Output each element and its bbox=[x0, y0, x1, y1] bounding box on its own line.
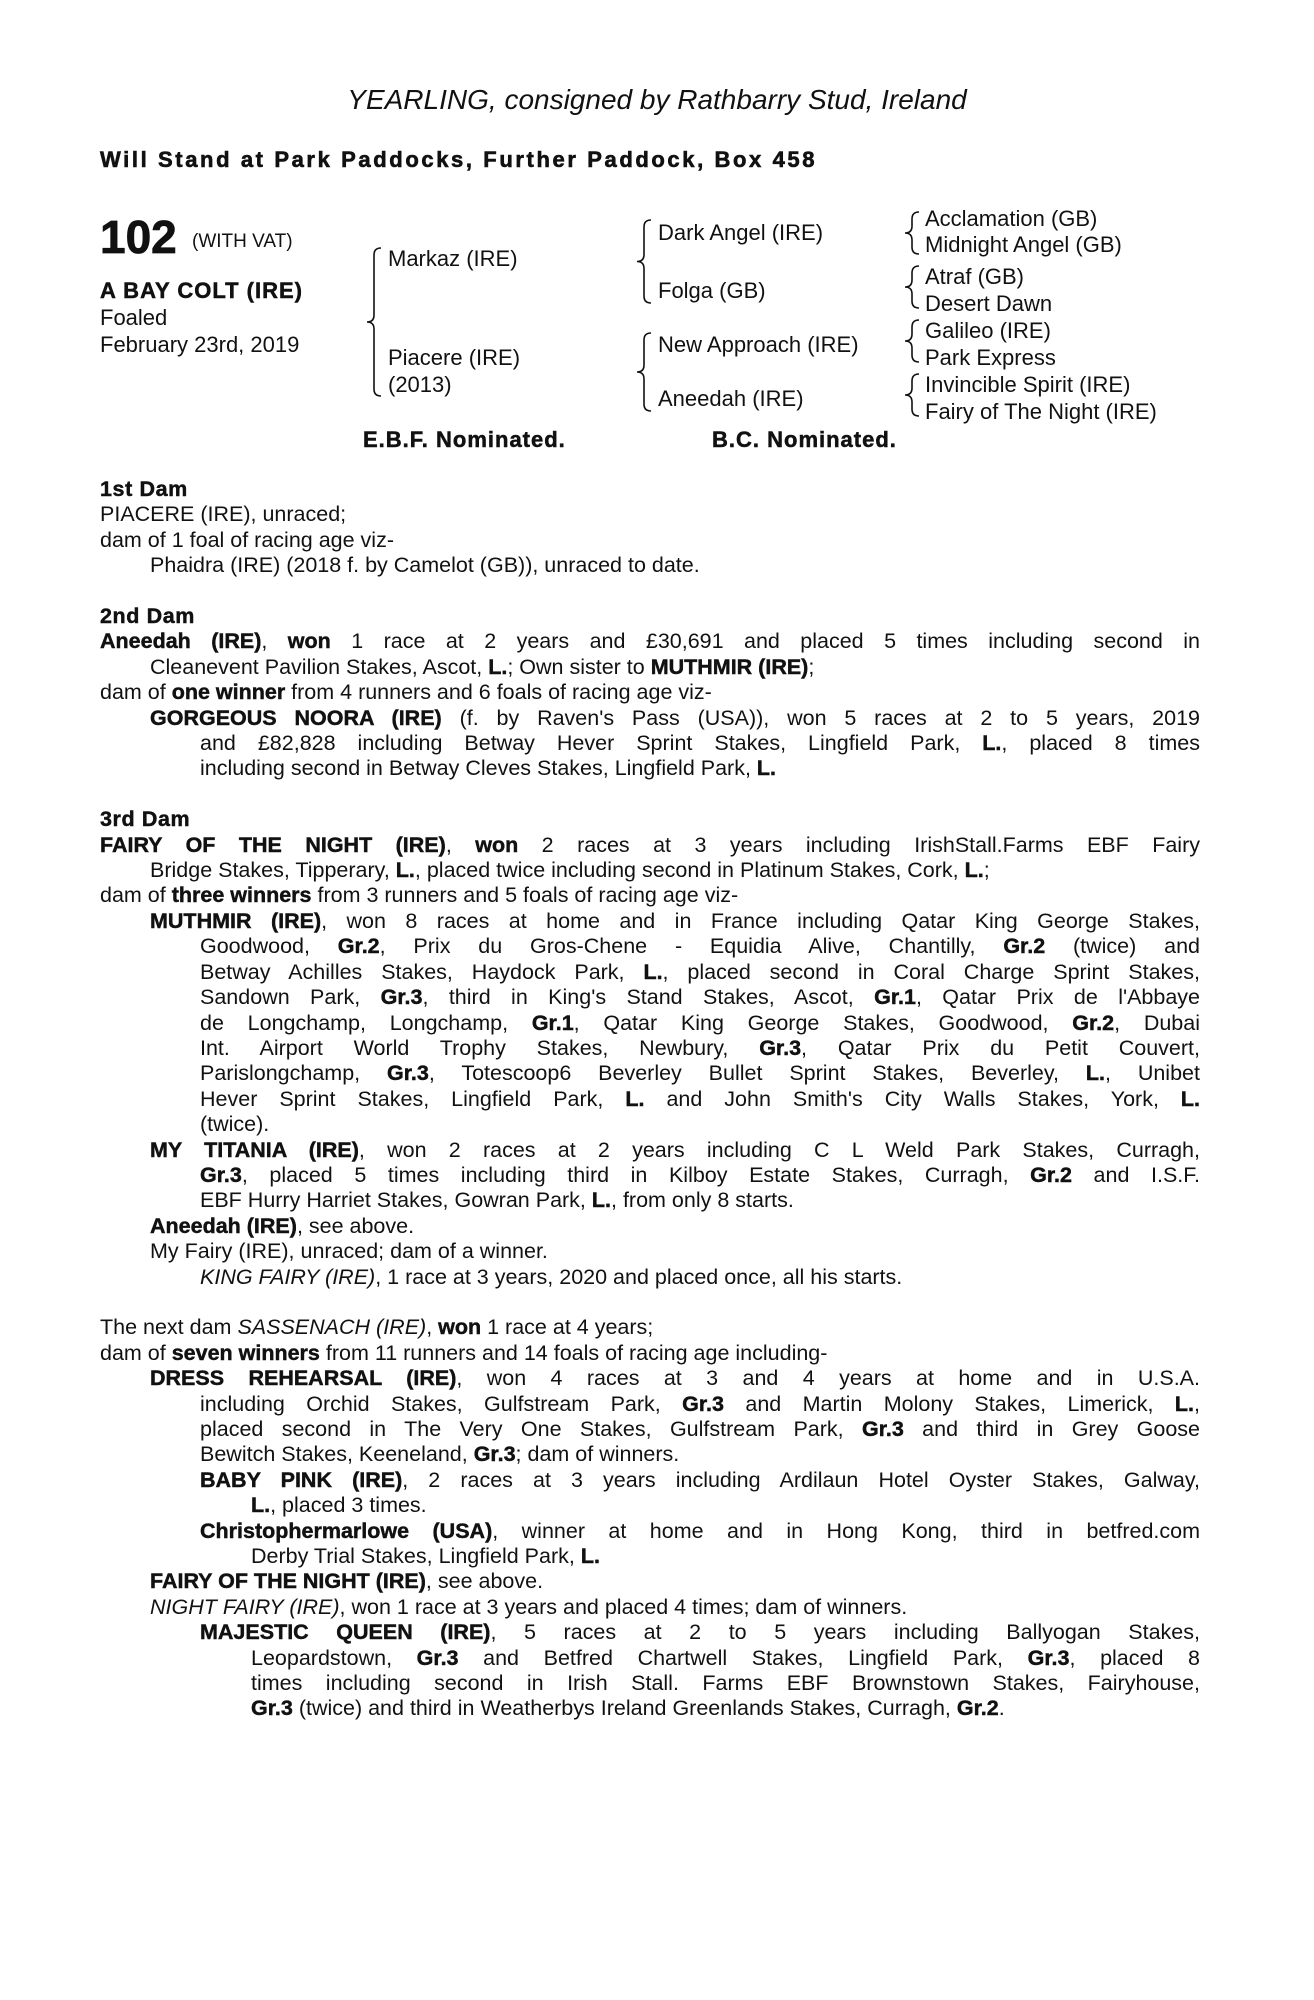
bold-text: GORGEOUS NOORA (IRE) bbox=[150, 705, 442, 730]
text: from 3 runners and 5 foals of racing age viz- bbox=[311, 883, 739, 908]
bold-text: seven winners bbox=[171, 1340, 320, 1365]
text: ; Own sister to bbox=[507, 654, 651, 679]
text-line bbox=[150, 1214, 1200, 1239]
record-paragraph bbox=[100, 1519, 1200, 1570]
record-paragraph bbox=[100, 680, 1200, 705]
text-line bbox=[200, 1188, 1200, 1213]
dam-section bbox=[100, 477, 1200, 579]
text-line bbox=[200, 1620, 1200, 1645]
record-paragraph bbox=[100, 528, 1200, 553]
record-paragraph bbox=[100, 1620, 1200, 1722]
text: times including second in Irish Stall. Farms EBF Brownstown Stakes, Fairyhouse, bbox=[251, 1671, 1200, 1696]
pedigree-gen3: Desert Dawn bbox=[925, 291, 1053, 316]
text: Goodwood, bbox=[200, 934, 338, 959]
record-paragraph bbox=[100, 553, 1200, 578]
text-line bbox=[251, 1646, 1200, 1671]
text: dam of bbox=[100, 680, 172, 705]
text: , from only 8 starts. bbox=[611, 1188, 794, 1213]
text: 1 race at 2 years and £30,691 and placed 5 times including second in bbox=[330, 629, 1200, 654]
bold-text: Gr.2 bbox=[956, 1696, 999, 1721]
bc-nominated: B.C. Nominated. bbox=[712, 427, 897, 452]
text-line bbox=[200, 1468, 1200, 1493]
text: and Betfred Chartwell Stakes, Lingfield Park, bbox=[458, 1645, 1028, 1670]
text: , Dubai bbox=[1114, 1010, 1200, 1035]
ebf-nominated: E.B.F. Nominated. bbox=[363, 427, 566, 452]
record-paragraph bbox=[100, 833, 1200, 884]
text-line bbox=[251, 1544, 1200, 1569]
bold-text: Aneedah (IRE) bbox=[150, 1213, 297, 1238]
brace-shape bbox=[905, 212, 919, 254]
text: ; bbox=[808, 654, 815, 679]
bold-text: L. bbox=[488, 654, 508, 679]
text: , see above. bbox=[296, 1213, 415, 1238]
bold-text: Gr.3 bbox=[200, 1162, 242, 1187]
text: , bbox=[261, 629, 288, 654]
text: , won 2 races at 2 years including C L Weld Park Stakes, Curragh, bbox=[358, 1137, 1200, 1162]
text: Leopardstown, bbox=[251, 1645, 417, 1670]
bold-text: MUTHMIR (IRE) bbox=[650, 654, 809, 679]
text-line bbox=[150, 909, 1200, 934]
text-line bbox=[150, 1366, 1200, 1391]
text: , bbox=[1194, 1391, 1201, 1416]
text: and John Smith's City Walls Stakes, York, bbox=[644, 1086, 1181, 1111]
dam-section bbox=[100, 604, 1200, 782]
text-line bbox=[251, 1671, 1200, 1696]
text: dam of 1 foal of racing age viz- bbox=[100, 527, 394, 552]
bold-text: Gr.3 bbox=[682, 1391, 724, 1416]
foaled-date: February 23rd, 2019 bbox=[100, 332, 300, 357]
text: and I.S.F. bbox=[1071, 1162, 1200, 1187]
text-line bbox=[150, 706, 1200, 731]
text-line bbox=[150, 553, 1200, 578]
text: dam of bbox=[100, 1340, 172, 1365]
text-line bbox=[100, 528, 1200, 553]
bold-text: L. bbox=[982, 731, 1002, 756]
text-line bbox=[150, 1138, 1200, 1163]
bold-text: Gr.1 bbox=[531, 1010, 574, 1035]
text-line bbox=[200, 934, 1200, 959]
text-line bbox=[200, 960, 1200, 985]
text: , Totescoop6 Beverley Bullet Sprint Stakes, Beverley, bbox=[428, 1061, 1086, 1086]
text-line bbox=[200, 985, 1200, 1010]
text-line bbox=[100, 1341, 1200, 1366]
text: , placed 3 times. bbox=[270, 1493, 427, 1518]
pedigree-dam-dam: Aneedah (IRE) bbox=[658, 386, 804, 411]
text: , placed twice including second in Platinum Stakes, Cork, bbox=[414, 858, 965, 883]
bold-text: DRESS REHEARSAL (IRE) bbox=[150, 1366, 457, 1391]
bold-text: Gr.3 bbox=[387, 1061, 429, 1086]
text-line bbox=[200, 1163, 1200, 1188]
text: , 2 races at 3 years including Ardilaun Hotel Oyster Stakes, Galway, bbox=[402, 1467, 1200, 1492]
italic-text: SASSENACH (IRE) bbox=[237, 1315, 427, 1340]
brace-shape bbox=[905, 320, 919, 362]
text-line bbox=[200, 1011, 1200, 1036]
pedigree-sire-dam: Folga (GB) bbox=[658, 278, 766, 303]
text: (twice) and bbox=[1045, 934, 1200, 959]
bold-text: Gr.3 bbox=[1027, 1645, 1070, 1670]
text-line bbox=[251, 1696, 1200, 1721]
pedigree-gen3: Atraf (GB) bbox=[925, 264, 1025, 289]
bold-text: L. bbox=[1085, 1061, 1105, 1086]
bold-text: Gr.3 bbox=[861, 1416, 904, 1441]
pedigree-dam-year: (2013) bbox=[388, 372, 452, 397]
bold-text: L. bbox=[625, 1086, 645, 1111]
text: , see above. bbox=[425, 1569, 544, 1594]
bold-text: MAJESTIC QUEEN (IRE) bbox=[200, 1620, 491, 1645]
text-line bbox=[200, 756, 1200, 781]
text: , placed 8 bbox=[1069, 1645, 1201, 1670]
record-paragraph bbox=[100, 629, 1200, 680]
text: Cleanevent Pavilion Stakes, Ascot, bbox=[150, 654, 489, 679]
text: 1 race at 4 years; bbox=[481, 1315, 654, 1340]
brace-shape bbox=[637, 333, 651, 411]
text-line bbox=[100, 1315, 1200, 1340]
bold-text: L. bbox=[580, 1544, 600, 1569]
bold-text: Gr.2 bbox=[1030, 1162, 1072, 1187]
pedigree-dam: Piacere (IRE) bbox=[388, 345, 521, 370]
bold-text: Gr.1 bbox=[874, 985, 916, 1010]
text-line bbox=[200, 1265, 1200, 1290]
text: , third in King's Stand Stakes, Ascot, bbox=[422, 985, 875, 1010]
text-line bbox=[251, 1493, 1200, 1518]
pedigree-sire-sire: Dark Angel (IRE) bbox=[658, 220, 824, 245]
bold-text: MUTHMIR (IRE) bbox=[150, 908, 322, 933]
text-line bbox=[150, 1239, 1200, 1264]
text: including second in Betway Cleves Stakes, Lingfield Park, bbox=[200, 756, 757, 781]
text-line bbox=[100, 883, 1200, 908]
bold-text: Christophermarlowe (USA) bbox=[200, 1518, 493, 1543]
text: Bewitch Stakes, Keeneland, bbox=[200, 1442, 474, 1467]
stand-location: Will Stand at Park Paddocks, Further Paddock, Box 458 bbox=[100, 147, 818, 172]
text-line bbox=[100, 807, 1200, 832]
text: , Prix du Gros-Chene - Equidia Alive, Chantilly, bbox=[379, 934, 1004, 959]
pedigree-gen3: Midnight Angel (GB) bbox=[925, 232, 1122, 257]
text: Betway Achilles Stakes, Haydock Park, bbox=[200, 959, 644, 984]
pedigree-gen3: Acclamation (GB) bbox=[925, 206, 1098, 231]
record-paragraph bbox=[100, 706, 1200, 782]
text: , Unibet bbox=[1104, 1061, 1200, 1086]
bold-text: Aneedah (IRE) bbox=[100, 629, 262, 654]
horse-name: A BAY COLT (IRE) bbox=[100, 278, 304, 303]
text: , bbox=[445, 832, 476, 857]
pedigree-gen3: Galileo (IRE) bbox=[925, 318, 1051, 343]
text: Hever Sprint Stakes, Lingfield Park, bbox=[200, 1086, 626, 1111]
text-line bbox=[200, 1519, 1200, 1544]
bold-text: won bbox=[438, 1315, 482, 1340]
record-paragraph bbox=[100, 1315, 1200, 1340]
bold-text: Gr.3 bbox=[759, 1035, 802, 1060]
record-paragraph bbox=[100, 1569, 1200, 1594]
text-line bbox=[200, 1061, 1200, 1086]
bold-text: won bbox=[475, 832, 519, 857]
text-line bbox=[200, 1442, 1200, 1467]
vat-note: (WITH VAT) bbox=[192, 231, 293, 252]
brace-shape bbox=[367, 248, 381, 396]
text: . bbox=[998, 1696, 1005, 1721]
text-line bbox=[200, 1392, 1200, 1417]
text: , won 1 race at 3 years and placed 4 times; dam of winners. bbox=[339, 1594, 908, 1619]
dam-section bbox=[100, 807, 1200, 1290]
text: Bridge Stakes, Tipperary, bbox=[150, 858, 396, 883]
text: , won 4 races at 3 and 4 years at home and in U.S.A. bbox=[456, 1366, 1200, 1391]
bold-text: Gr.2 bbox=[337, 934, 380, 959]
bold-text: L. bbox=[251, 1493, 271, 1518]
bold-text: L. bbox=[591, 1188, 611, 1213]
record-paragraph bbox=[100, 1366, 1200, 1468]
text: , 5 races at 2 to 5 years including Ballyogan Stakes, bbox=[490, 1620, 1200, 1645]
bold-text: Gr.3 bbox=[473, 1442, 516, 1467]
text: ; dam of winners. bbox=[515, 1442, 680, 1467]
bold-text: Gr.2 bbox=[1072, 1010, 1115, 1035]
text: My Fairy (IRE), unraced; dam of a winner. bbox=[150, 1239, 548, 1264]
text: , Qatar King George Stakes, Goodwood, bbox=[573, 1010, 1073, 1035]
text: (f. by Raven's Pass (USA)), won 5 races at 2 to 5 years, 2019 bbox=[441, 705, 1200, 730]
text: , Qatar Prix du Petit Couvert, bbox=[801, 1035, 1200, 1060]
text: , winner at home and in Hong Kong, third in betfred.com bbox=[492, 1518, 1200, 1543]
record-paragraph bbox=[100, 1468, 1200, 1519]
bold-text: FAIRY OF THE NIGHT (IRE) bbox=[150, 1569, 426, 1594]
foaled-label: Foaled bbox=[100, 305, 168, 330]
text: from 11 runners and 14 foals of racing age including- bbox=[319, 1340, 828, 1365]
produce-record bbox=[100, 477, 1200, 1722]
lot-number: 102 bbox=[100, 211, 177, 263]
brace-shape bbox=[905, 266, 919, 308]
text-line bbox=[200, 1036, 1200, 1061]
bold-text: MY TITANIA (IRE) bbox=[150, 1137, 359, 1162]
bold-text: L. bbox=[1180, 1086, 1200, 1111]
record-paragraph bbox=[100, 1595, 1200, 1620]
record-paragraph bbox=[100, 909, 1200, 1138]
record-paragraph bbox=[100, 883, 1200, 908]
dam-section bbox=[100, 1315, 1200, 1722]
text-line bbox=[100, 477, 1200, 502]
text-line bbox=[200, 1087, 1200, 1112]
bold-text: L. bbox=[1174, 1391, 1195, 1416]
bold-text: three winners bbox=[171, 883, 312, 908]
text-line bbox=[200, 1112, 1200, 1137]
record-paragraph bbox=[100, 502, 1200, 527]
text: , placed second in Coral Charge Sprint Stakes, bbox=[662, 959, 1200, 984]
catalogue-title: YEARLING, consigned by Rathbarry Stud, Ireland bbox=[347, 84, 967, 115]
text-line bbox=[100, 629, 1200, 654]
pedigree-sire: Markaz (IRE) bbox=[388, 246, 518, 271]
text: PIACERE (IRE), unraced; bbox=[100, 502, 347, 527]
bold-text: FAIRY OF THE NIGHT (IRE) bbox=[100, 832, 446, 857]
text: , placed 5 times including third in Kilboy Estate Stakes, Curragh, bbox=[241, 1162, 1031, 1187]
bold-text: Gr.3 bbox=[251, 1696, 293, 1721]
text: Phaidra (IRE) (2018 f. by Camelot (GB)), unraced to date. bbox=[150, 553, 700, 578]
text: , Qatar Prix de l'Abbaye bbox=[915, 985, 1200, 1010]
text: and Martin Molony Stakes, Limerick, bbox=[723, 1391, 1175, 1416]
text: dam of bbox=[100, 883, 172, 908]
text-line bbox=[200, 731, 1200, 756]
text: , 1 race at 3 years, 2020 and placed once, all his starts. bbox=[375, 1264, 903, 1289]
bold-text: L. bbox=[395, 858, 415, 883]
brace-shape bbox=[637, 220, 651, 303]
section-heading: 3rd Dam bbox=[100, 807, 191, 832]
text-line bbox=[150, 655, 1200, 680]
record-paragraph bbox=[100, 1341, 1200, 1366]
bold-text: BABY PINK (IRE) bbox=[200, 1467, 403, 1492]
record-paragraph bbox=[100, 1138, 1200, 1214]
section-heading: 1st Dam bbox=[100, 477, 188, 501]
bold-text: won bbox=[287, 629, 331, 654]
text: Sandown Park, bbox=[200, 985, 381, 1010]
section-heading: 2nd Dam bbox=[100, 604, 195, 629]
pedigree-gen3: Fairy of The Night (IRE) bbox=[925, 399, 1157, 424]
text: The next dam bbox=[100, 1315, 238, 1340]
text: , bbox=[426, 1315, 439, 1340]
pedigree-gen3: Invincible Spirit (IRE) bbox=[925, 372, 1131, 397]
record-paragraph bbox=[100, 604, 1200, 629]
record-paragraph bbox=[100, 477, 1200, 502]
text: EBF Hurry Harriet Stakes, Gowran Park, bbox=[200, 1188, 592, 1213]
bold-text: L. bbox=[643, 959, 663, 984]
bold-text: one winner bbox=[171, 680, 286, 705]
record-paragraph bbox=[100, 807, 1200, 832]
brace-shape bbox=[905, 374, 919, 416]
text-line bbox=[150, 1569, 1200, 1594]
text: de Longchamp, Longchamp, bbox=[200, 1010, 532, 1035]
record-paragraph bbox=[100, 1214, 1200, 1239]
bold-text: Gr.3 bbox=[380, 985, 423, 1010]
text-line bbox=[100, 502, 1200, 527]
pedigree-dam-sire: New Approach (IRE) bbox=[658, 332, 859, 357]
text: Parislongchamp, bbox=[200, 1061, 388, 1086]
italic-text: NIGHT FAIRY (IRE) bbox=[150, 1594, 340, 1619]
pedigree-gen3: Park Express bbox=[925, 345, 1056, 370]
bold-text: L. bbox=[964, 858, 984, 883]
text-line bbox=[150, 858, 1200, 883]
text: Derby Trial Stakes, Lingfield Park, bbox=[251, 1544, 581, 1569]
bold-text: Gr.2 bbox=[1003, 934, 1046, 959]
text: from 4 runners and 6 foals of racing age viz- bbox=[285, 680, 712, 705]
text: (twice) and third in Weatherbys Ireland Greenlands Stakes, Curragh, bbox=[292, 1696, 957, 1721]
bold-text: Gr.3 bbox=[416, 1645, 459, 1670]
record-paragraph bbox=[100, 1239, 1200, 1264]
text-line bbox=[100, 833, 1200, 858]
text-line bbox=[150, 1595, 1200, 1620]
text-line bbox=[100, 680, 1200, 705]
text: , won 8 races at home and in France including Qatar King George Stakes, bbox=[321, 908, 1201, 933]
text: ; bbox=[983, 858, 990, 883]
text: 2 races at 3 years including IrishStall.Farms EBF Fairy bbox=[518, 832, 1200, 857]
text: (twice). bbox=[200, 1112, 270, 1137]
text: including Orchid Stakes, Gulfstream Park, bbox=[200, 1391, 683, 1416]
italic-text: KING FAIRY (IRE) bbox=[200, 1264, 376, 1289]
text: Int. Airport World Trophy Stakes, Newbury, bbox=[200, 1035, 760, 1060]
text-line bbox=[100, 604, 1200, 629]
text: and third in Grey Goose bbox=[903, 1416, 1200, 1441]
record-paragraph bbox=[100, 1265, 1200, 1290]
text: , placed 8 times bbox=[1001, 731, 1200, 756]
bold-text: L. bbox=[756, 756, 777, 781]
text: placed second in The Very One Stakes, Gulfstream Park, bbox=[200, 1416, 862, 1441]
text-line bbox=[200, 1417, 1200, 1442]
text: and £82,828 including Betway Hever Sprint Stakes, Lingfield Park, bbox=[200, 731, 983, 756]
